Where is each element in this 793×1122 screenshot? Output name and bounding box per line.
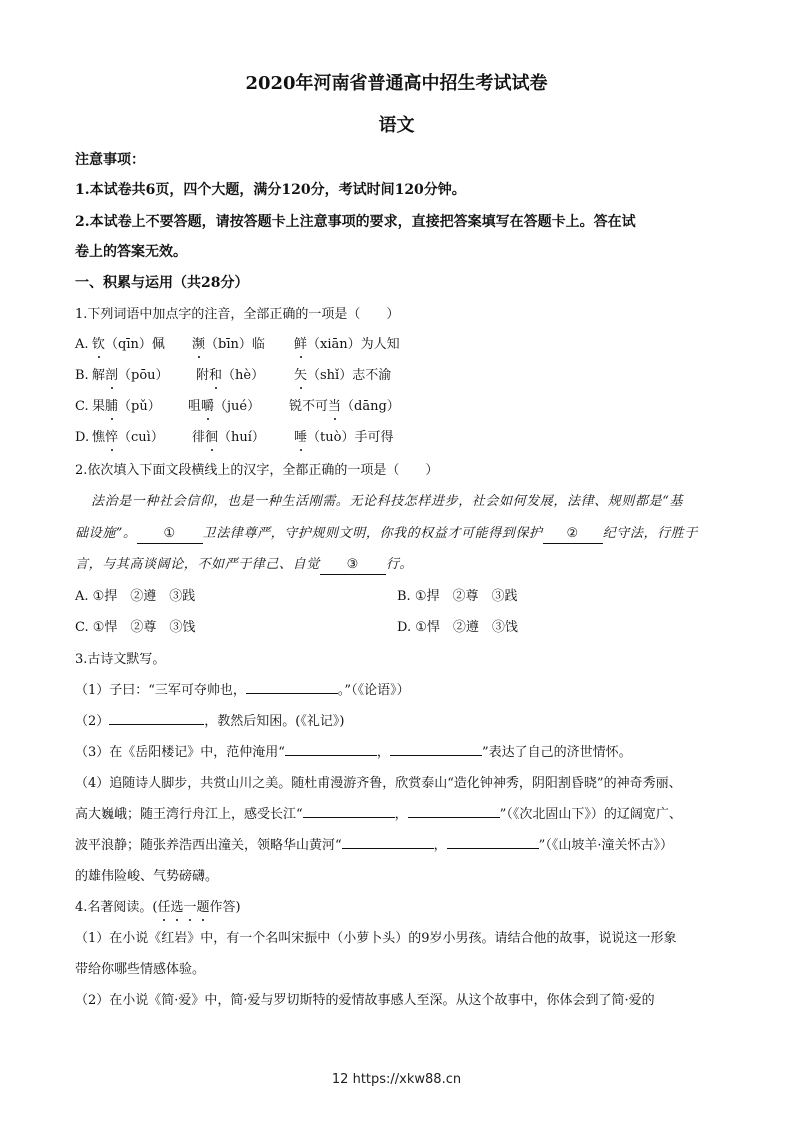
question-3-item-4-line-3 <box>75 837 673 855</box>
question-1-option-a <box>75 336 400 354</box>
pinyin-text: （huí） <box>218 430 265 445</box>
option-letter: A. <box>75 337 89 352</box>
notice-item-2-line-1: 2.本试卷上不要答题，请按答题卡上注意事项的要求，直接把答案填写在答题卡上。答在试 <box>75 214 636 230</box>
pinyin-text: （qīn）佩 <box>105 337 165 352</box>
dotted-char: 和 <box>209 368 223 383</box>
word-text: 果 <box>92 399 106 414</box>
passage-text: 纪守法，行胜于 <box>602 526 698 541</box>
question-3-item-4-line-4: 的雄伟险峻、气势磅礴。 <box>75 869 219 884</box>
option-letter: D. <box>75 430 90 445</box>
word-text: 解 <box>92 368 106 383</box>
answer-blank-3: ③ <box>320 556 386 575</box>
pinyin-text: （tuò）手可得 <box>307 430 394 445</box>
dotted-char: 钦 <box>92 337 106 352</box>
question-3-stem: 3.古诗文默写。 <box>75 652 166 667</box>
pinyin-text: （pōu） <box>118 368 169 383</box>
section-heading: 一、积累与运用（共28分） <box>75 275 249 291</box>
dotted-char: 题 <box>196 900 210 915</box>
fill-blank <box>246 693 338 694</box>
answer-blank-1: ① <box>137 525 203 544</box>
item-text: ， <box>433 838 447 853</box>
item-text: ，教然后知困。(《礼记》) <box>204 714 345 729</box>
pinyin-text: （cuì） <box>118 430 164 445</box>
dotted-char: 脯 <box>105 399 119 414</box>
item-text: ， <box>376 745 390 760</box>
word-text: 憔 <box>92 430 106 445</box>
dotted-char: 悴 <box>105 430 119 445</box>
item-text: ”（《次北固山下》）的辽阔宽广、 <box>499 807 682 822</box>
question-2-option-a: A. ①捍 ②遵 ③践 <box>75 589 196 604</box>
pinyin-text: （pǔ） <box>118 399 161 414</box>
item-text: （3）在《岳阳楼记》中，范仲淹用“ <box>75 745 285 760</box>
question-3-item-4-line-1: （4）追随诗人脚步，共赏山川之美。随杜甫漫游齐鲁，欣赏泰山“造化钟神秀，阴阳割昏晓”的神奇秀丽、 <box>75 776 682 791</box>
question-1-option-d <box>75 429 394 447</box>
pinyin-text: （jué） <box>214 399 261 414</box>
passage-text: 卫法律尊严，守护规则文明，你我的权益才可能得到保护 <box>202 526 543 541</box>
question-4-item-2-line-1: （2）在小说《简·爱》中，简·爱与罗切斯特的爱情故事感人至深。从这个故事中，你体会到了简·爱的 <box>75 993 655 1008</box>
fill-blank <box>342 848 434 849</box>
fill-blank <box>109 724 204 725</box>
answer-blank-2: ② <box>543 525 603 544</box>
word-text: 附 <box>196 368 210 383</box>
option-letter: C. <box>75 399 89 414</box>
passage-line-2 <box>75 525 698 544</box>
item-text: ”表达了自己的济世情怀。 <box>481 745 632 760</box>
dotted-char: 濒 <box>192 337 206 352</box>
item-text: （2） <box>75 714 110 729</box>
question-1-option-c <box>75 398 400 416</box>
question-3-item-1 <box>75 682 410 700</box>
question-4-item-1-line-2: 带给你哪些情感体验。 <box>75 962 206 977</box>
fill-blank <box>390 755 482 756</box>
pinyin-text: （bīn）临 <box>205 337 265 352</box>
pinyin-text: （shǐ）志不渝 <box>307 368 392 383</box>
option-letter: B. <box>75 368 89 383</box>
question-3-item-3 <box>75 744 632 762</box>
dotted-char: 矢 <box>294 368 308 383</box>
stem-text: 4.名著阅读。( <box>75 900 158 915</box>
item-text: 波平浪静；随张养浩西出潼关，领略华山黄河“ <box>75 838 342 853</box>
dotted-char: 嚼 <box>201 399 215 414</box>
word-text: 锐不可 <box>289 399 329 414</box>
item-text: 高大巍峨；随王湾行舟江上，感受长江“ <box>75 807 303 822</box>
word-text: 徘 <box>192 430 206 445</box>
item-text: （1）子曰：“三军可夺帅也， <box>75 683 246 698</box>
dotted-char: 唾 <box>294 430 308 445</box>
fill-blank <box>447 848 539 849</box>
pinyin-text: （xiān）为人知 <box>307 337 400 352</box>
word-text: 咀 <box>188 399 202 414</box>
notice-item-2-line-2: 卷上的答案无效。 <box>75 244 187 260</box>
dotted-char: 选 <box>170 900 184 915</box>
dotted-char: 一 <box>183 900 197 915</box>
passage-text: 础设施”。 <box>75 526 137 541</box>
question-3-item-2 <box>75 713 344 731</box>
page-footer: 12 https://xkw88.cn <box>331 1072 462 1087</box>
dotted-char: 剖 <box>105 368 119 383</box>
dotted-char: 鲜 <box>294 337 308 352</box>
question-4-stem <box>75 899 241 917</box>
fill-blank <box>408 817 500 818</box>
subject-title: 语文 <box>378 115 415 136</box>
dotted-char: 当 <box>328 399 342 414</box>
question-1-stem: 1.下列词语中加点字的注音，全部正确的一项是（ ） <box>75 307 400 322</box>
exam-title: 2020年河南省普通高中招生考试试卷 <box>245 73 548 94</box>
question-2-option-c: C. ①悍 ②尊 ③饯 <box>75 620 196 635</box>
question-2-option-b: B. ①捍 ②尊 ③践 <box>397 589 518 604</box>
passage-line-1: 法治是一种社会信仰，也是一种生活刚需。无论科技怎样进步，社会如何发展，法律、规则都是“基 <box>91 494 684 509</box>
question-3-item-4-line-2 <box>75 806 682 824</box>
item-text: ， <box>394 807 408 822</box>
pinyin-text: （dāng） <box>341 399 400 414</box>
item-text: ”（《山坡羊·潼关怀古》） <box>538 838 673 853</box>
dotted-char: 徊 <box>205 430 219 445</box>
question-2-option-d: D. ①悍 ②遵 ③饯 <box>397 620 518 635</box>
stem-text: 作答) <box>209 900 241 915</box>
passage-text: 行。 <box>385 557 414 572</box>
notice-heading: 注意事项： <box>75 152 145 168</box>
item-text: 。”（《论语》） <box>337 683 410 698</box>
question-1-option-b <box>75 367 392 385</box>
pinyin-text: （hè） <box>222 368 265 383</box>
fill-blank <box>303 817 395 818</box>
passage-line-3 <box>75 556 413 575</box>
dotted-char: 任 <box>157 900 171 915</box>
notice-item-1: 1.本试卷共6页，四个大题，满分120分，考试时间120分钟。 <box>75 182 466 198</box>
passage-text: 言，与其高谈阔论，不如严于律己、自觉 <box>75 557 320 572</box>
question-2-stem: 2.依次填入下面文段横线上的汉字，全都正确的一项是（ ） <box>75 463 439 478</box>
question-4-item-1-line-1: （1）在小说《红岩》中，有一个名叫宋振中（小萝卜头）的9岁小男孩。请结合他的故事，说说这一形象 <box>75 931 677 946</box>
fill-blank <box>285 755 377 756</box>
